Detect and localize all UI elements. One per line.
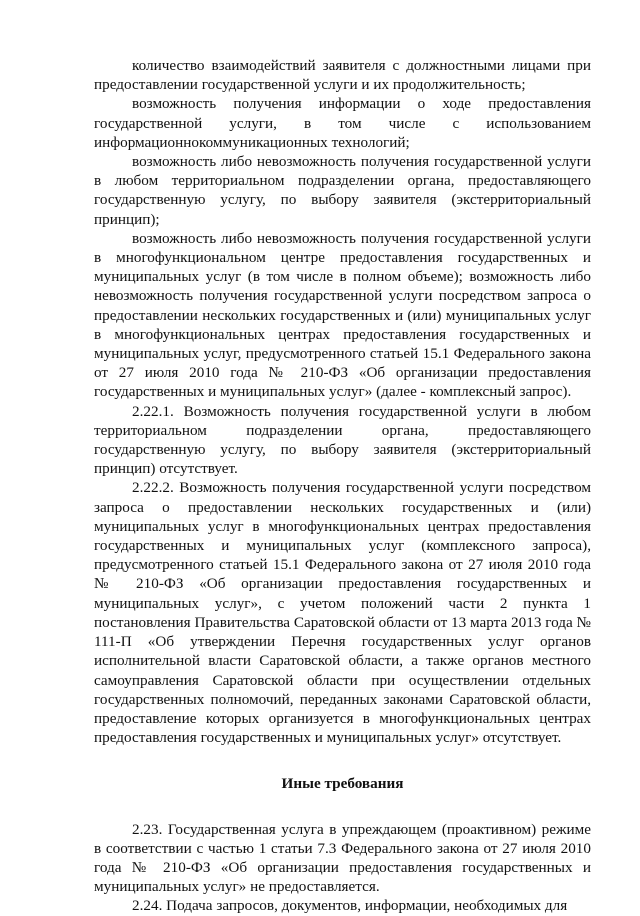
paragraph-2-24: 2.24. Подача запросов, документов, информации, необходимых для — [132, 897, 568, 915]
paragraph: возможность либо невозможность получения государственной услуги в многофункциональном центре предоставления государственных и муниципальных услуг (в том числе в полном объеме); возможность либо невозможность получения государственной услуги посредством запроса о предоставлении нескольких государственных и (или) муниципальных услуг в многофункциональных центрах предоставления государственных и муниципальных услуг, предусмотренного статьей 15.1 Федерального закона от 27 июля 2010 года № 210-ФЗ «Об организации предоставления государственных и муниципальных услуг» (далее - комплексный запрос). — [94, 229, 591, 401]
section-heading: Иные требования — [281, 775, 404, 793]
paragraph: возможность получения информации о ходе предоставления государственной услуги, в том числе с использованием информационнокоммуникационных технологий; — [94, 95, 591, 151]
paragraph: возможность либо невозможность получения государственной услуги в любом территориальном подразделении органа, предоставляющего государственную услугу, по выбору заявителя (экстерриториальный принцип); — [94, 153, 591, 228]
paragraph-2-22-2: 2.22.2. Возможность получения государственной услуги посредством запроса о предоставлении нескольких государственных и (или) муниципальных услуг в многофункциональных центрах предоставления государственных и муниципальных услуг (комплексного запроса), предусмотренного статьей 15.1 Федерального закона от 27 июля 2010 года № 210-ФЗ «Об организации предоставления государственных и муниципальных услуг», с учетом положений части 2 пункта 1 постановления Правительства Саратовской области от 13 марта 2013 года № 111-П «Об утверждении Перечня государственных услуг органов исполнительной власти Саратовской области, а также органов местного самоуправления Саратовской области при осуществлении отдельных государственных полномочий, переданных законами Саратовской области, предоставление которых организуется в многофункциональных центрах предоставления государственных и муниципальных услуг» отсутствует. — [94, 479, 591, 747]
paragraph-2-22-1: 2.22.1. Возможность получения государственной услуги в любом территориальном подразделении органа, предоставляющего государственную услугу, по выбору заявителя (экстерриториальный принцип) отсутствует. — [94, 402, 591, 478]
paragraph: количество взаимодействий заявителя с должностными лицами при предоставлении государственной услуги и их продолжительность; — [94, 57, 591, 94]
paragraph-2-23: 2.23. Государственная услуга в упреждающем (проактивном) режиме в соответствии с частью 1 статьи 7.3 Федерального закона от 27 июля 2010 года № 210-ФЗ «Об организации предоставления государственных и муниципальных услуг» не предоставляется. — [94, 820, 591, 896]
